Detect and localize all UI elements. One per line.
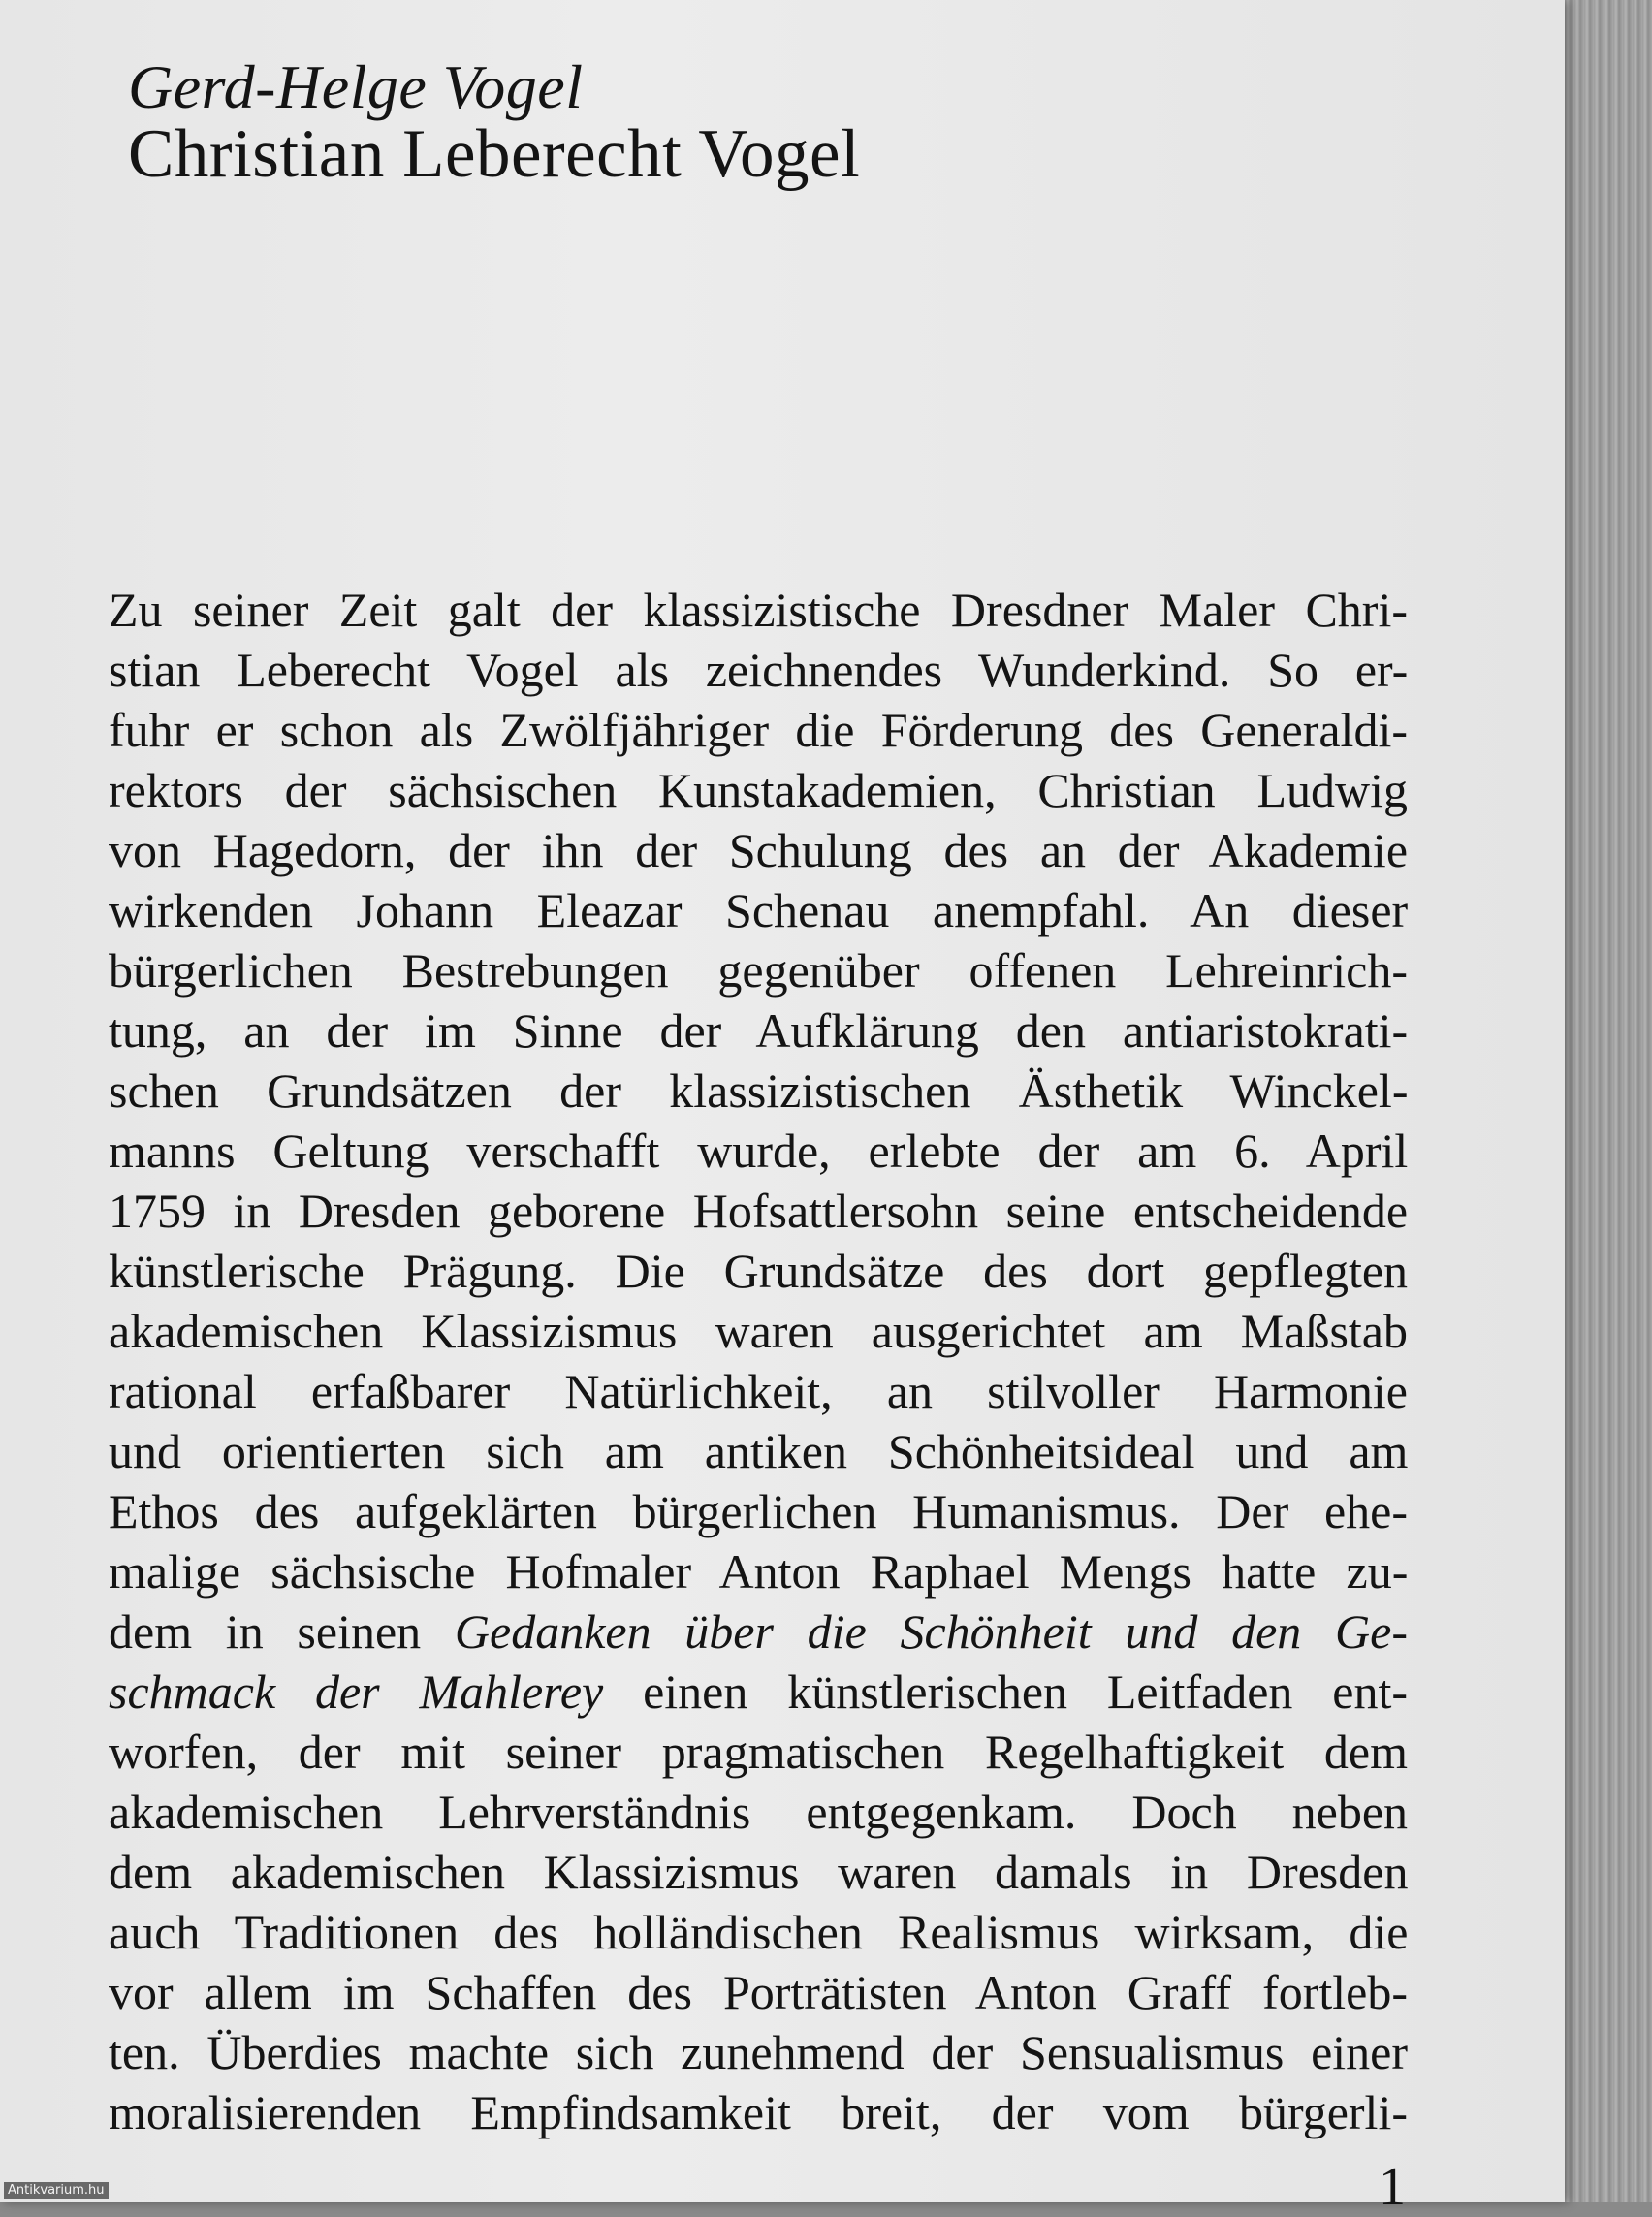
book-title-italic: schmack der Mahlerey (109, 1664, 604, 1719)
text-line-with-italic (109, 1601, 1408, 1662)
text-line: und orientierten sich am antiken Schönheitsideal und am (109, 1424, 1409, 1478)
text-line: rational erfaßbarer Natürlichkeit, an stilvoller Harmonie (109, 1364, 1408, 1418)
author-name: Gerd-Helge Vogel (128, 52, 584, 121)
text-line-with-italic (109, 1662, 1408, 1722)
body-paragraph (109, 580, 1408, 2142)
text-line: vor allem im Schaffen des Porträtisten Anton Graff fortleb- (109, 1965, 1408, 2019)
text-line: worfen, der mit seiner pragmatischen Regelhaftigkeit dem (109, 1725, 1408, 1779)
text-line: künstlerische Prägung. Die Grundsätze des dort gepflegten (109, 1244, 1409, 1298)
book-page-edges (1565, 0, 1652, 2202)
text-line: wirkenden Johann Eleazar Schenau anempfahl. An dieser (109, 883, 1409, 937)
text-line: ten. Überdies machte sich zunehmend der Sensualismus einer (109, 2025, 1408, 2079)
text-line: dem akademischen Klassizismus waren damals in Dresden (109, 1845, 1409, 1899)
text-line: rektors der sächsischen Kunstakademien, Christian Ludwig (109, 763, 1408, 817)
watermark: Antikvarium.hu (4, 2182, 109, 2199)
text-line: moralisierenden Empfindsamkeit breit, der vom bürgerli- (109, 2085, 1408, 2139)
text-line: fuhr er schon als Zwölfjähriger die Förderung des Generaldi- (109, 703, 1408, 757)
page-number: 1 (1379, 2157, 1406, 2217)
text-line: akademischen Klassizismus waren ausgerichtet am Maßstab (109, 1304, 1408, 1358)
text-line: von Hagedorn, der ihn der Schulung des an der Akademie (109, 823, 1409, 877)
text-line: Ethos des aufgeklärten bürgerlichen Humanismus. Der ehe- (109, 1484, 1408, 1538)
text-line: tung, an der im Sinne der Aufklärung den antiaristokrati- (109, 1003, 1409, 1058)
text-line: 1759 in Dresden geborene Hofsattlersohn seine entscheidende (109, 1184, 1409, 1238)
text-line: Zu seiner Zeit galt der klassizistische Dresdner Maler Chri- (109, 583, 1408, 637)
chapter-title: Christian Leberecht Vogel (128, 116, 861, 192)
text-line: malige sächsische Hofmaler Anton Raphael Mengs hatte zu- (109, 1544, 1409, 1599)
text-line: auch Traditionen des holländischen Realismus wirksam, die (109, 1905, 1409, 1959)
book-title-italic: Gedanken über die Schönheit und den Ge- (454, 1604, 1408, 1659)
text-line: bürgerlichen Bestrebungen gegenüber offenen Lehreinrich- (109, 943, 1408, 998)
text-line: schen Grundsätzen der klassizistischen Ästhetik Winckel- (109, 1063, 1409, 1118)
text-line: manns Geltung verschafft wurde, erlebte der am 6. April (109, 1124, 1409, 1178)
text-segment: dem in seinen (109, 1604, 455, 1659)
text-line: akademischen Lehrverständnis entgegenkam. Doch neben (109, 1785, 1409, 1839)
text-line: stian Leberecht Vogel als zeichnendes Wunderkind. So er- (109, 643, 1409, 697)
text-segment: einen künstlerischen Leitfaden ent- (603, 1664, 1408, 1719)
